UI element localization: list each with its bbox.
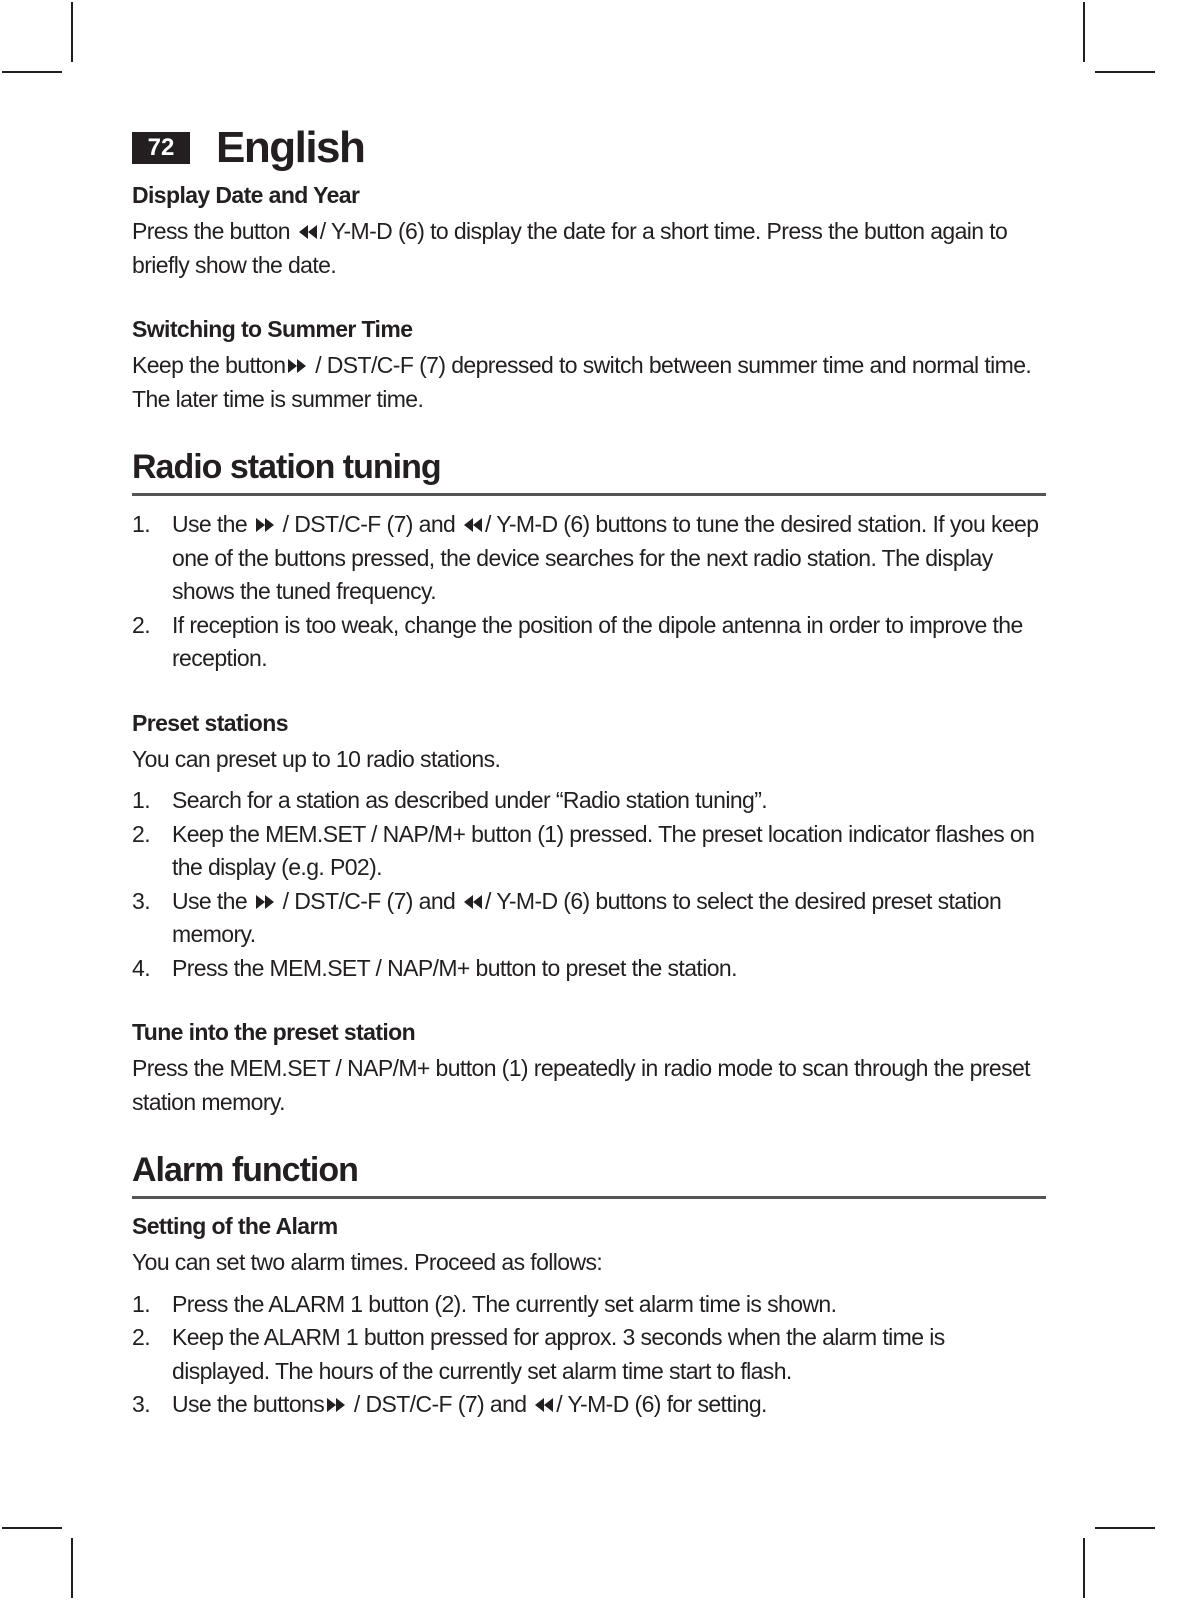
text-segment: Press the MEM.SET / NAP/M+ button to preset the station.	[172, 954, 737, 981]
text-segment: Use the	[172, 887, 248, 914]
step-number: 2.	[132, 1324, 150, 1350]
fast-forward-icon	[326, 1397, 346, 1413]
crop-mark	[71, 2, 73, 62]
text-segment: / Y-M-D (6) buttons to tune the desired station. If you keep one of the buttons pressed, the device searches for the next radio station. The display shows the tuned frequency.	[172, 511, 1039, 604]
rewind-icon	[534, 1397, 554, 1413]
text-segment: Keep the button	[132, 352, 286, 378]
list-item	[132, 609, 1046, 676]
text-segment: / DST/C-F (7) depressed to switch between summer time and normal time. The later time is summer time.	[132, 352, 1032, 412]
text-segment: Use the	[172, 511, 248, 537]
list-item	[132, 1321, 1046, 1388]
alarm-function-section-title: Alarm function	[132, 1151, 1046, 1199]
summer-time-text	[132, 349, 1046, 416]
tune-preset-text: Press the MEM.SET / NAP/M+ button (1) repeatedly in radio mode to scan through the preset station memory.	[132, 1055, 1030, 1115]
preset-stations-heading: Preset stations	[132, 709, 288, 736]
display-date-heading: Display Date and Year	[132, 182, 360, 208]
step-number: 3.	[132, 1391, 150, 1417]
list-item	[132, 784, 1046, 818]
step-number: 2.	[132, 820, 150, 847]
summer-time-heading: Switching to Summer Time	[132, 316, 413, 342]
alarm-steps	[132, 1288, 1046, 1422]
preset-stations-intro: You can preset up to 10 radio stations.	[132, 745, 501, 772]
preset-stations-steps	[132, 784, 1046, 985]
text-segment: / Y-M-D (6) buttons to select the desired preset station memory.	[172, 887, 1002, 947]
crop-mark	[2, 71, 62, 73]
page-title: English	[216, 123, 365, 172]
crop-mark	[2, 1527, 62, 1529]
text-segment: Search for a station as described under “Radio station tuning”.	[172, 787, 768, 813]
text-segment: / DST/C-F (7) and	[353, 1391, 527, 1417]
fast-forward-icon	[287, 358, 307, 374]
text-segment: If reception is too weak, change the position of the dipole antenna in order to improve the reception.	[172, 611, 1023, 671]
page-header	[132, 118, 364, 178]
text-segment: Press the button	[132, 218, 290, 244]
crop-mark	[1095, 71, 1155, 73]
text-segment: / DST/C-F (7) and	[282, 511, 456, 537]
text-segment: Keep the MEM.SET / NAP/M+ button (1) pressed. The preset location indicator flashes on the display (e.g. P02).	[172, 820, 1035, 880]
text-segment: Use the buttons	[172, 1391, 325, 1417]
rewind-icon	[463, 517, 483, 533]
rewind-icon	[298, 224, 318, 240]
list-item	[132, 818, 1046, 885]
fast-forward-icon	[255, 517, 275, 533]
list-item	[132, 885, 1046, 952]
text-segment: / Y-M-D (6) for setting.	[556, 1391, 767, 1417]
crop-mark	[1083, 1538, 1085, 1598]
crop-mark	[1095, 1527, 1155, 1529]
display-date-text	[132, 215, 1046, 282]
list-item	[132, 952, 1046, 986]
setting-alarm-heading: Setting of the Alarm	[132, 1213, 338, 1239]
text-segment: / DST/C-F (7) and	[282, 887, 456, 914]
list-item	[132, 508, 1046, 609]
alarm-intro: You can set two alarm times. Proceed as follows:	[132, 1249, 603, 1275]
tune-preset-heading: Tune into the preset station	[132, 1019, 416, 1045]
step-number: 1.	[132, 787, 150, 813]
crop-mark	[1083, 2, 1085, 62]
page-number-badge: 72	[132, 132, 190, 164]
manual-content	[132, 178, 1046, 1422]
crop-mark	[71, 1538, 73, 1598]
radio-tuning-section-title: Radio station tuning	[132, 448, 1046, 496]
text-segment: Press the ALARM 1 button (2). The currently set alarm time is shown.	[172, 1290, 837, 1317]
radio-tuning-steps	[132, 508, 1046, 676]
step-number: 3.	[132, 887, 150, 914]
text-segment: / Y-M-D (6) to display the date for a short time. Press the button again to briefly show the date.	[132, 218, 1008, 278]
step-number: 1.	[132, 511, 150, 537]
step-number: 1.	[132, 1290, 150, 1317]
step-number: 2.	[132, 611, 150, 638]
step-number: 4.	[132, 954, 150, 981]
rewind-icon	[463, 894, 483, 910]
list-item	[132, 1288, 1046, 1322]
text-segment: Keep the ALARM 1 button pressed for approx. 3 seconds when the alarm time is displayed. The hours of the currently set alarm time start to flash.	[172, 1324, 945, 1384]
fast-forward-icon	[255, 894, 275, 910]
list-item	[132, 1388, 1046, 1422]
